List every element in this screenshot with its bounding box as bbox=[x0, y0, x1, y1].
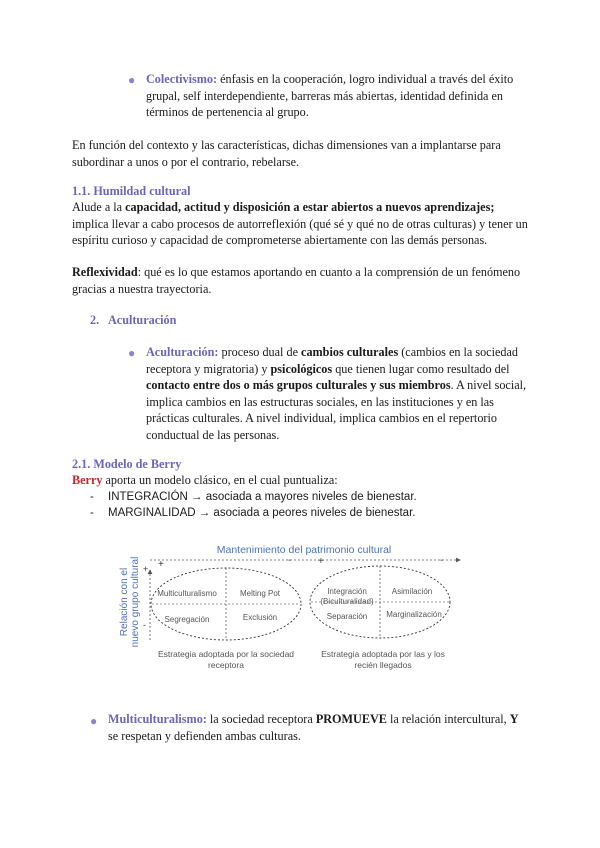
bullet-aculturacion: ● bbox=[128, 346, 136, 360]
right-caption-1: Estrategia adoptada por las y los bbox=[321, 649, 445, 659]
aculturacion-line4: implica cambios en las estructuras sociales, en las instituciones y en las bbox=[146, 394, 494, 409]
berry-item-1-dash: - bbox=[90, 491, 94, 503]
top-minus-left: - bbox=[288, 555, 292, 566]
colectivismo-line3: términos de pertenencia al grupo. bbox=[146, 105, 309, 119]
bullet-multiculturalismo: ● bbox=[90, 714, 98, 728]
humildad-l1-pre: Alude a la bbox=[72, 200, 126, 214]
colectivismo-term: Colectivismo: bbox=[146, 72, 218, 86]
y-axis-label-2: nuevo grupo cultural bbox=[130, 556, 141, 648]
aculturacion-line6: conductual de las personas. bbox=[146, 427, 280, 442]
reflexividad-term: Reflexividad bbox=[72, 265, 138, 279]
reflexividad-l1-rest: : qué es lo que estamos aportando en cuanto a la comprensión de un fenómeno bbox=[137, 265, 521, 279]
label-multiculturalismo: Multiculturalismo bbox=[157, 589, 217, 598]
multiculturalismo-l1d: Y bbox=[509, 712, 519, 726]
heading-modelo-berry: 2.1. Modelo de Berry bbox=[72, 457, 182, 471]
label-asimilacion: Asimilación bbox=[391, 587, 433, 596]
aculturacion-line5: prácticas culturales. A nivel individual, implica cambios en el repertorio bbox=[146, 411, 497, 425]
bullet-colectivismo: ● bbox=[128, 73, 136, 87]
humildad-line2: implica llevar a cabo procesos de autorreflexión (qué sé y qué no de otras culturas) y tener un bbox=[72, 216, 528, 231]
label-melting-pot: Melting Pot bbox=[239, 589, 281, 598]
aculturacion-l2b: psicológicos bbox=[270, 361, 333, 376]
berry-item-2-dash: - bbox=[90, 507, 94, 519]
aculturacion-l1b: cambios culturales bbox=[301, 345, 399, 359]
top-plus-right: + bbox=[318, 556, 324, 567]
berry-item-1: INTEGRACIÓN → asociada a mayores niveles de bienestar. bbox=[108, 491, 417, 503]
contexto-line1: En función del contexto y las características, dichas dimensiones van a implantarse para bbox=[72, 138, 501, 152]
top-minus-right: - bbox=[440, 555, 444, 566]
multiculturalismo-l1b: PROMUEVE bbox=[315, 712, 387, 726]
colectivismo-line1: énfasis en la cooperación, logro individual a través del éxito bbox=[217, 72, 514, 86]
label-separacion: Separación bbox=[326, 612, 368, 621]
multiculturalismo-l1c: la relación intercultural, bbox=[386, 712, 510, 726]
multiculturalismo-paragraph bbox=[108, 711, 548, 744]
humildad-l1-bold: capacidad, actitud y disposición a estar abiertos a nuevos aprendizajes; bbox=[125, 200, 495, 214]
right-caption-2: recién llegados bbox=[354, 660, 412, 670]
aculturacion-l2c: que tienen lugar como resultado del bbox=[332, 361, 510, 376]
aculturacion-l2a: receptora y migratoria) y bbox=[146, 361, 271, 376]
top-plus-left: + bbox=[158, 559, 164, 570]
aculturacion-l1a: proceso dual de bbox=[218, 345, 302, 359]
berry-item-2: MARGINALIDAD → asociada a peores niveles de bienestar. bbox=[108, 507, 416, 519]
label-marginalizacion: Marginalización bbox=[386, 610, 442, 619]
label-biculturalidad: (Biculturalidad) bbox=[320, 597, 374, 606]
multiculturalismo-term: Multiculturalismo: bbox=[108, 712, 207, 726]
aculturacion-term: Aculturación: bbox=[146, 345, 219, 359]
y-axis-plus: + bbox=[143, 564, 149, 574]
y-axis-label-1: Relación con el bbox=[119, 567, 130, 637]
multiculturalismo-l1a: la sociedad receptora bbox=[206, 712, 316, 726]
aculturacion-l1c: (cambios en la sociedad bbox=[398, 345, 518, 359]
label-segregacion: Segregación bbox=[164, 615, 210, 624]
humildad-line3: espíritu curioso y capacidad de comprometerse abiertamente con las demás personas. bbox=[72, 233, 488, 247]
label-integracion: Integración bbox=[327, 587, 367, 596]
contexto-line2: subordinar a unos o por el contrario, rebelarse. bbox=[72, 154, 300, 169]
label-exclusion: Exclusión bbox=[242, 613, 278, 622]
left-caption-2: receptora bbox=[208, 660, 244, 670]
reflexividad-line2: gracias a nuestra trayectoria. bbox=[72, 281, 212, 296]
heading-aculturacion-number: 2. bbox=[90, 313, 100, 327]
aculturacion-l3b: contacto entre dos o más grupos culturales y sus miembros bbox=[146, 378, 451, 392]
heading-humildad-cultural: 1.1. Humildad cultural bbox=[72, 184, 191, 198]
heading-aculturacion: Aculturación bbox=[108, 313, 177, 327]
berry-name: Berry bbox=[72, 473, 103, 487]
aculturacion-l3c: . A nivel social, bbox=[450, 378, 527, 392]
colectivismo-line2: grupal, self interdependiente, barreras más abiertas, identidad definida en bbox=[146, 88, 504, 103]
left-caption-1: Estrategia adoptada por la sociedad bbox=[157, 649, 295, 659]
multiculturalismo-line2: se respetan y defienden ambas culturas. bbox=[108, 728, 301, 743]
y-axis-minus: - bbox=[143, 620, 146, 630]
berry-rest: aporta un modelo clásico, en el cual puntualiza: bbox=[102, 473, 338, 487]
diagram-title: Mantenimiento del patrimonio cultural bbox=[216, 544, 392, 556]
